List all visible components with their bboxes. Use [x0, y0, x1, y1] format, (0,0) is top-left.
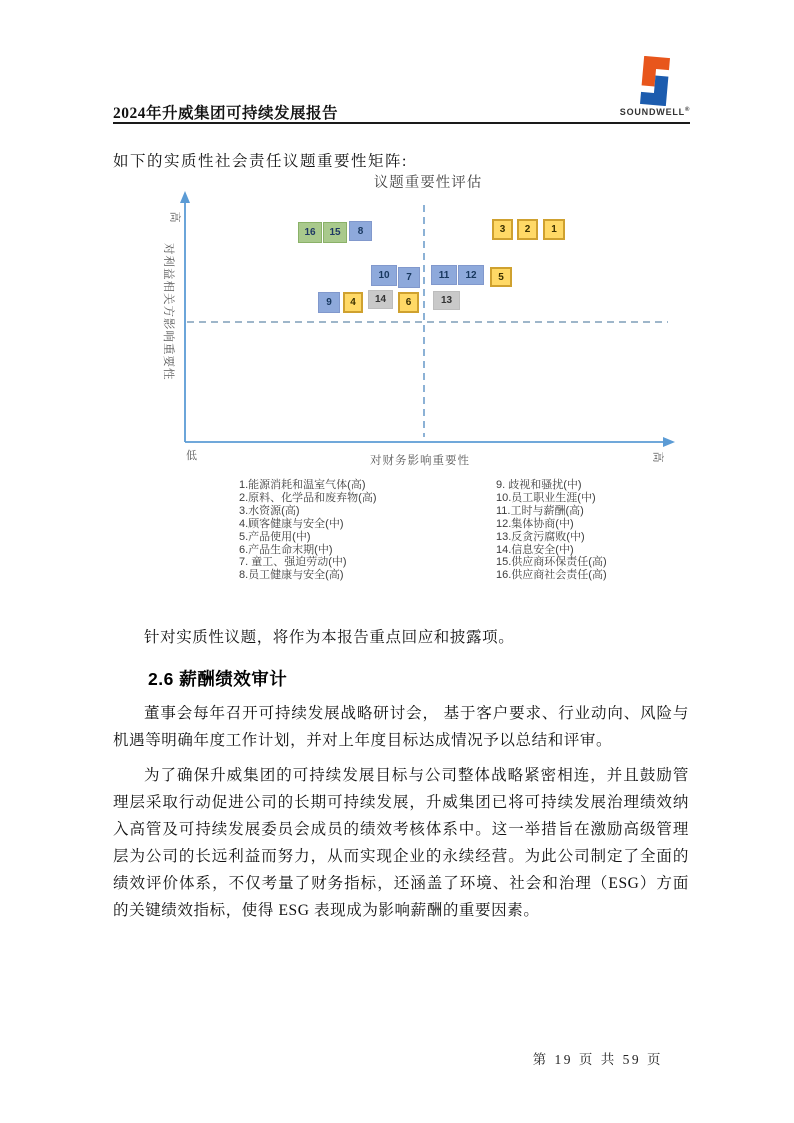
legend-column-left	[239, 479, 377, 582]
logo-wordmark: SOUNDWELL®	[619, 107, 691, 117]
header-divider	[113, 122, 690, 124]
matrix-point-14: 14	[368, 290, 393, 309]
matrix-point-5: 5	[490, 267, 512, 287]
matrix-point-1: 1	[543, 219, 565, 240]
legend-item: 12.集体协商(中)	[496, 517, 574, 530]
matrix-point-9: 9	[318, 292, 340, 313]
paragraph-board-meeting: 董事会每年召开可持续发展战略研讨会， 基于客户要求、行业动向、风险与机遇等明确年度工作计划，并对上年度目标达成情况予以总结和评审。	[113, 705, 689, 749]
paragraph-esg-performance: 为了确保升威集团的可持续发展目标与公司整体战略紧密相连，并且鼓励管理层采取行动促进公司的长期可持续发展，升威集团已将可持续发展治理绩效纳入高管及可持续发展委员会成员的绩效考核体系中。这一举措旨在激励高级管理层为公司的长远利益而努力，从而实现企业的永续经营。为此公司制定了全面的绩效评价体系，不仅考量了财务指标，还涵盖了环境、社会和治理（ESG）方面的关键绩效指标，使得 ESG 表现成为影响薪酬的重要因素。	[113, 767, 689, 919]
matrix-point-8: 8	[349, 221, 372, 241]
intro-line: 如下的实质性社会责任议题重要性矩阵:	[113, 152, 408, 170]
legend-item: 1.能源消耗和温室气体(高)	[239, 479, 366, 491]
matrix-point-6: 6	[398, 292, 419, 313]
document-title: 2024年升威集团可持续发展报告	[113, 105, 339, 122]
legend-item: 8.员工健康与安全(高)	[239, 569, 344, 582]
legend-column-right	[496, 479, 607, 582]
chart-title: 议题重要性评估	[373, 175, 483, 191]
matrix-point-4: 4	[343, 292, 363, 313]
matrix-point-10: 10	[371, 265, 397, 286]
page-number: 第 19 页 共 59 页	[532, 1052, 663, 1067]
legend-item: 4.顾客健康与安全(中)	[239, 517, 344, 530]
legend-item: 7. 童工、强迫劳动(中)	[239, 556, 347, 569]
soundwell-logo-icon	[632, 56, 678, 106]
x-axis-high-label: 高	[651, 451, 664, 463]
matrix-point-15: 15	[323, 222, 347, 243]
y-axis-title: 对利益相关方影响重要性	[162, 243, 174, 381]
y-axis-high-label: 高	[168, 211, 181, 223]
materiality-matrix-chart	[0, 165, 794, 495]
legend-item: 14.信息安全(中)	[496, 543, 574, 556]
matrix-point-12: 12	[458, 265, 484, 285]
legend-item: 5.产品使用(中)	[239, 530, 311, 543]
matrix-point-11: 11	[431, 265, 457, 285]
legend-item: 15.供应商环保责任(高)	[496, 556, 607, 569]
section-heading-2-6: 2.6 薪酬绩效审计	[148, 669, 288, 689]
legend-item: 13.反贪污腐败(中)	[496, 530, 585, 543]
legend-item: 10.员工职业生涯(中)	[496, 491, 596, 504]
legend-item: 11.工时与薪酬(高)	[496, 504, 584, 517]
legend-item: 6.产品生命末期(中)	[239, 543, 333, 556]
matrix-point-13: 13	[433, 291, 460, 310]
legend-item: 16.供应商社会责任(高)	[496, 569, 607, 582]
matrix-point-16: 16	[298, 222, 322, 243]
matrix-point-3: 3	[492, 219, 513, 240]
paragraph-material-topics: 针对实质性议题，将作为本报告重点回应和披露项。	[144, 629, 515, 646]
legend-item: 3.水资源(高)	[239, 504, 300, 517]
legend-item: 2.原料、化学品和废弃物(高)	[239, 491, 377, 504]
legend-item: 9. 歧视和骚扰(中)	[496, 479, 582, 491]
company-logo	[616, 56, 694, 117]
x-axis-low-label: 低	[186, 450, 197, 462]
chart-axes	[0, 165, 794, 495]
matrix-point-7: 7	[398, 267, 420, 288]
matrix-point-2: 2	[517, 219, 538, 240]
registered-mark: ®	[684, 107, 691, 113]
x-axis-title: 对财务影响重要性	[370, 455, 470, 467]
